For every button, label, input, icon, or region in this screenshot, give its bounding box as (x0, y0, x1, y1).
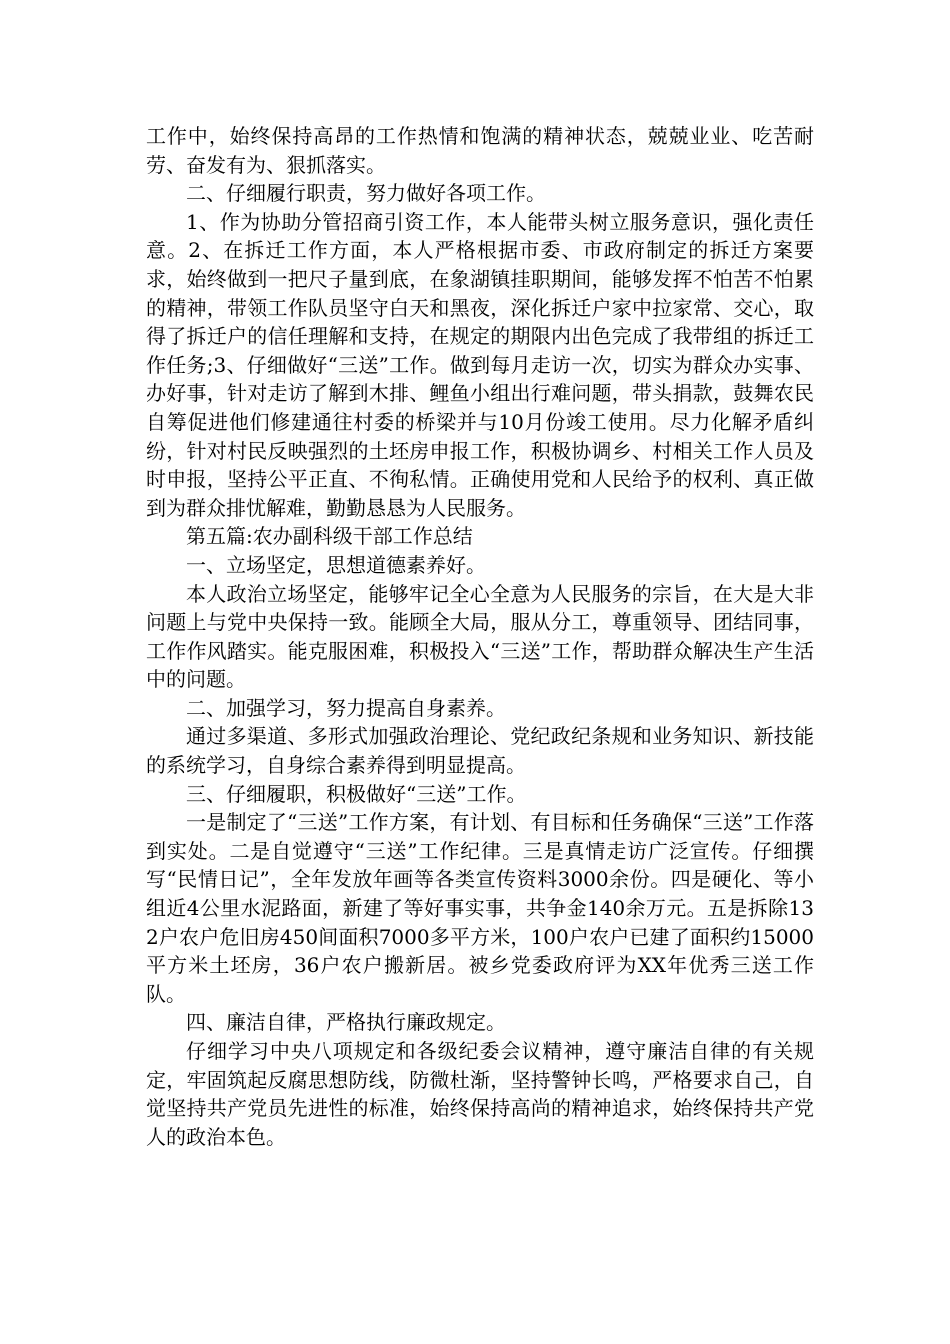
paragraph-duties: 1、作为协助分管招商引资工作，本人能带头树立服务意识，强化责任意。2、在拆迁工作方面，本人严格根据市委、市政府制定的拆迁方案要求，始终做到一把尺子量到底，在象湖镇挂职期间，能够发挥不怕苦不怕累的精神，带领工作队员坚守白天和黑夜，深化拆迁户家中拉家常、交心，取得了拆迁户的信任理解和支持，在规定的期限内出色完成了我带组的拆迁工作任务;3、仔细做好“三送”工作。做到每月走访一次，切实为群众办实事、办好事，针对走访了解到木排、鲤鱼小组出行难问题，带头捐款，鼓舞农民自筹促进他们修建通往村委的桥梁并与10月份竣工使用。尽力化解矛盾纠纷，针对村民反映强烈的土坯房申报工作，积极协调乡、村相关工作人员及时申报，坚持公平正直、不徇私情。正确使用党和人民给予的权利、真正做到为群众排忧解难，勤勤恳恳为人民服务。 (146, 209, 814, 520)
paragraph-three-send: 一是制定了“三送”工作方案，有计划、有目标和任务确保“三送”工作落到实处。二是自觉遵守“三送”工作纪律。三是真情走访广泛宣传。仔细撰写“民情日记”，全年发放年画等各类宣传资料3000余份。四是硬化、等小组近4公里水泥路面，新建了等好事实事，共争金140余万元。五是拆除132户农户危旧房450间面积7000多平方米，100户农户已建了面积约15000平方米土坯房，36户农户搬新居。被乡党委政府评为XX年优秀三送工作队。 (146, 810, 814, 1006)
chapter-title: 第五篇:农办副科级干部工作总结 (186, 524, 473, 549)
paragraph-stance: 本人政治立场坚定，能够牢记全心全意为人民服务的宗旨，在大是大非问题上与党中央保持一致。能顾全大局，服从分工，尊重领导、团结同事，工作作风踏实。能克服困难，积极投入“三送”工作，帮助群众解决生产生活中的问题。 (146, 581, 814, 692)
paragraph-study: 通过多渠道、多形式加强政治理论、党纪政纪条规和业务知识、新技能的系统学习，自身综合素养得到明显提高。 (146, 724, 814, 778)
heading-stance: 一、立场坚定，思想道德素养好。 (186, 552, 486, 577)
heading-three-send: 三、仔细履职，积极做好“三送”工作。 (186, 781, 527, 806)
heading-integrity: 四、廉洁自律，严格执行廉政规定。 (186, 1010, 506, 1035)
heading-section-2: 二、仔细履行职责，努力做好各项工作。 (186, 181, 546, 206)
heading-study: 二、加强学习，努力提高自身素养。 (186, 695, 506, 720)
paragraph-intro: 工作中，始终保持高昂的工作热情和饱满的精神状态，兢兢业业、吃苦耐劳、奋发有为、狠抓落实。 (146, 124, 814, 177)
paragraph-integrity: 仔细学习中央八项规定和各级纪委会议精神，遵守廉洁自律的有关规定，牢固筑起反腐思想防线，防微杜渐，坚持警钟长鸣，严格要求自己，自觉坚持共产党员先进性的标准，始终保持高尚的精神追求，始终保持共产党人的政治本色。 (146, 1039, 814, 1149)
document-page (146, 122, 814, 1151)
